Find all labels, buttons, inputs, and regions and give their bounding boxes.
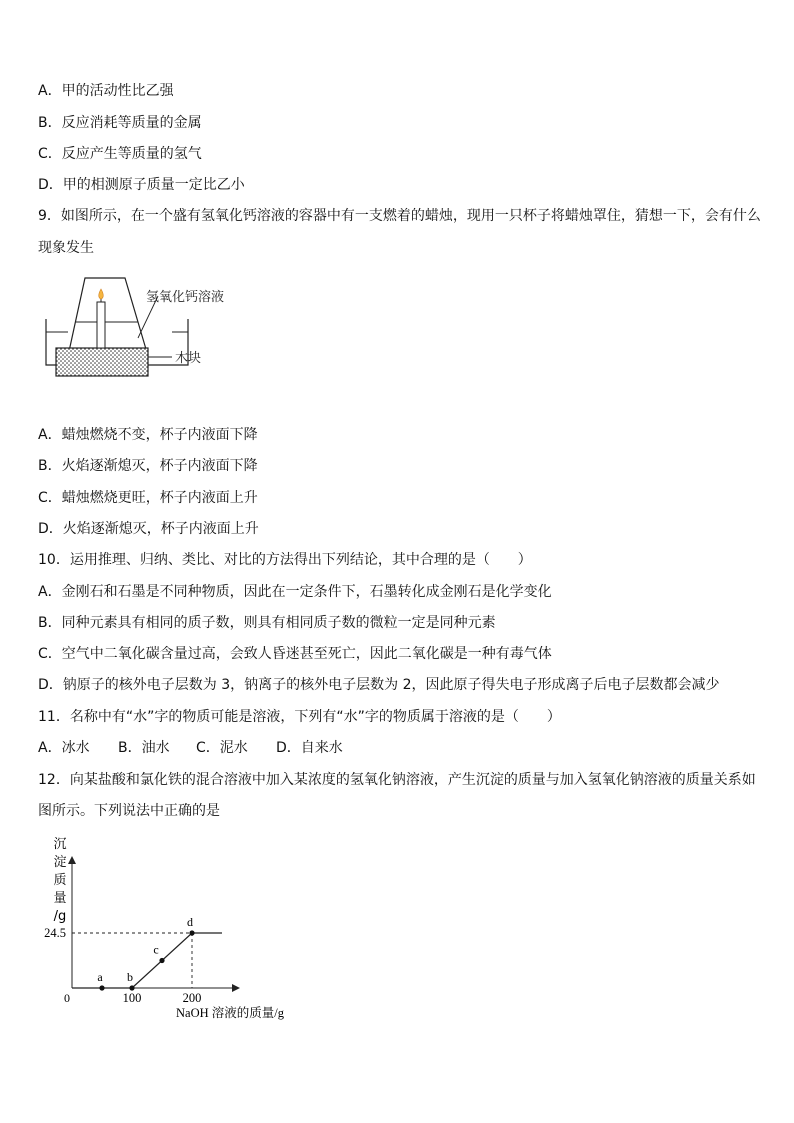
q9-option-d: D．火焰逐渐熄灭，杯子内液面上升 (38, 521, 259, 537)
q9-option-b: B．火焰逐渐熄灭，杯子内液面下降 (38, 458, 258, 474)
x-axis-label: NaOH 溶液的质量/g (176, 1006, 284, 1020)
q12-stem-line2: 图所示。下列说法中正确的是 (38, 803, 220, 819)
data-point-d (189, 930, 194, 935)
label-solution: 氢氧化钙溶液 (146, 290, 225, 305)
data-point-a (99, 985, 104, 990)
data-point-c (159, 958, 164, 963)
q11-option-a: A．冰水 (38, 740, 90, 756)
q9-option-c: C．蜡烛燃烧更旺，杯子内液面上升 (38, 490, 258, 506)
q8-option-c: C．反应产生等质量的氢气 (38, 146, 202, 162)
q10-stem: 10．运用推理、归纳、类比、对比的方法得出下列结论，其中合理的是（ ） (38, 552, 532, 568)
x-tick-label: 100 (122, 991, 142, 1005)
q10-option-a: A．金刚石和石墨是不同种物质，因此在一定条件下，石墨转化成金刚石是化学变化 (38, 584, 552, 600)
q9-stem-line1: 9．如图所示，在一个盛有氢氧化钙溶液的容器中有一支燃着的蜡烛，现用一只杯子将蜡烛罩住，猜想一下，会有什么 (38, 208, 761, 224)
flame-icon (99, 289, 104, 299)
q11-option-b: B．油水 (118, 740, 170, 756)
series-line (72, 933, 222, 988)
wood-block (56, 348, 148, 376)
q8-option-b: B．反应消耗等质量的金属 (38, 115, 202, 131)
q9-option-a: A．蜡烛燃烧不变，杯子内液面下降 (38, 427, 258, 443)
data-point-label-d: d (187, 915, 193, 929)
y-axis-label-char: 淀 (53, 855, 67, 870)
y-axis-label-char: 质 (53, 873, 67, 888)
q11-stem: 11．名称中有“水”字的物质可能是溶液，下列有“水”字的物质属于溶液的是（ ） (38, 709, 561, 725)
q12-stem-line1: 12．向某盐酸和氯化铁的混合溶液中加入某浓度的氢氧化钠溶液，产生沉淀的质量与加入氢氧化钠溶液的质量关系如 (38, 772, 756, 788)
data-point-label-a: a (97, 970, 103, 984)
label-wood: 木块 (175, 351, 202, 366)
q11-option-c: C．泥水 (196, 740, 248, 756)
q10-option-d: D．钠原子的核外电子层数为 3，钠离子的核外电子层数为 2，因此原子得失电子形成离子后电子层数都会减少 (38, 677, 720, 693)
y-axis-label-char: 量 (53, 891, 67, 906)
q10-option-c: C．空气中二氧化碳含量过高，会致人昏迷甚至死亡，因此二氧化碳是一种有毒气体 (38, 646, 552, 662)
q8-option-d: D．甲的相测原子质量一定比乙小 (38, 177, 245, 193)
inverted-cup (68, 278, 148, 356)
y-axis-label (53, 837, 66, 924)
data-point-b (129, 985, 134, 990)
q9-stem-line2: 现象发生 (38, 240, 94, 256)
q8-option-a: A．甲的活动性比乙强 (38, 83, 174, 99)
x-tick-label: 200 (182, 991, 202, 1005)
y-axis-label-char: 沉 (53, 837, 67, 852)
data-point-label-c: c (153, 942, 159, 957)
q11-option-d: D．自来水 (276, 740, 343, 756)
q9-figure (40, 268, 240, 383)
origin-label: 0 (64, 991, 70, 1005)
q10-option-b: B．同种元素具有相同的质子数，则具有相同质子数的微粒一定是同种元素 (38, 615, 496, 631)
candle (97, 302, 105, 348)
q12-chart (0, 830, 320, 1030)
data-point-label-b: b (127, 970, 133, 984)
y-axis-label-char: /g (53, 909, 67, 924)
y-tick-label: 24.5 (44, 926, 66, 940)
